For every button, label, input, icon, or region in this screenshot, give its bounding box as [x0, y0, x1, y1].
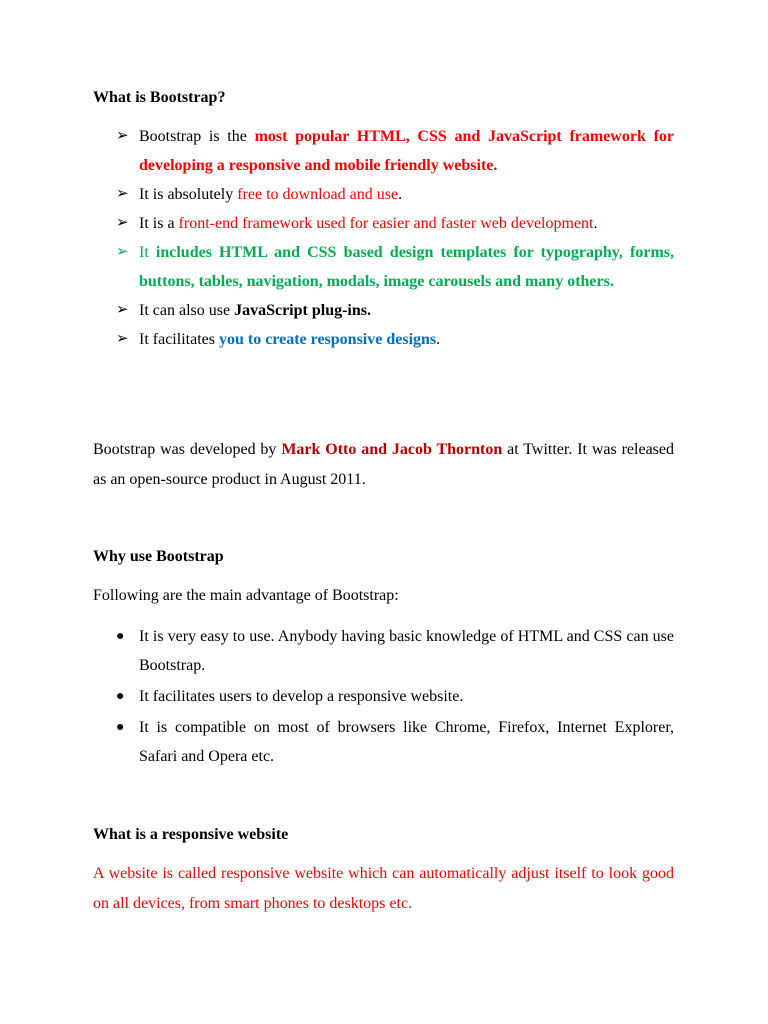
arrow-bullet-icon: ➢ — [116, 128, 129, 144]
arrow-bullet-icon: ➢ — [116, 186, 129, 202]
arrow-bullet-icon: ➢ — [116, 331, 129, 347]
arrow-bullet-icon: ➢ — [116, 302, 129, 318]
bullet-dot-icon: ● — [116, 720, 125, 735]
list-item: ● It is very easy to use. Anybody having basic knowledge of HTML and CSS can use Bootstrap. — [93, 622, 674, 680]
list-item: ● It is compatible on most of browsers like Chrome, Firefox, Internet Explorer, Safari and Opera etc. — [93, 713, 674, 771]
bullet-dot-icon: ● — [116, 629, 125, 644]
heading-why-use-bootstrap: Why use Bootstrap — [93, 548, 224, 565]
developed-by-paragraph: Bootstrap was developed by Mark Otto and Jacob Thornton at Twitter. It was released as an open-source product in August 2011. — [93, 441, 675, 488]
arrow-bullet-icon: ➢ — [116, 215, 129, 231]
list-item: ➢ It can also use JavaScript plug-ins. — [93, 296, 674, 325]
heading-what-is-bootstrap: What is Bootstrap? — [93, 89, 226, 106]
list-item: ● It facilitates users to develop a responsive website. — [93, 682, 674, 711]
advantages-intro: Following are the main advantage of Bootstrap: — [93, 587, 399, 604]
bullet-dot-icon: ● — [116, 689, 125, 704]
list-item: ➢ It is a front-end framework used for easier and faster web development. — [93, 209, 674, 238]
bootstrap-features-list — [93, 122, 674, 354]
list-item: ➢ Bootstrap is the most popular HTML, CSS and JavaScript framework for developing a responsive and mobile friendly website. — [93, 122, 674, 180]
heading-what-is-responsive-website: What is a responsive website — [93, 826, 289, 843]
arrow-bullet-icon: ➢ — [116, 244, 129, 260]
list-item: ➢ It facilitates you to create responsive designs. — [93, 325, 674, 354]
list-item: ➢ It includes HTML and CSS based design templates for typography, forms, buttons, tables, navigation, modals, image carousels and many others. — [93, 238, 674, 296]
advantages-list — [93, 622, 674, 771]
list-item: ➢ It is absolutely free to download and use. — [93, 180, 674, 209]
responsive-definition: A website is called responsive website which can automatically adjust itself to look good on all devices, from smart phones to desktops etc. — [93, 865, 674, 912]
